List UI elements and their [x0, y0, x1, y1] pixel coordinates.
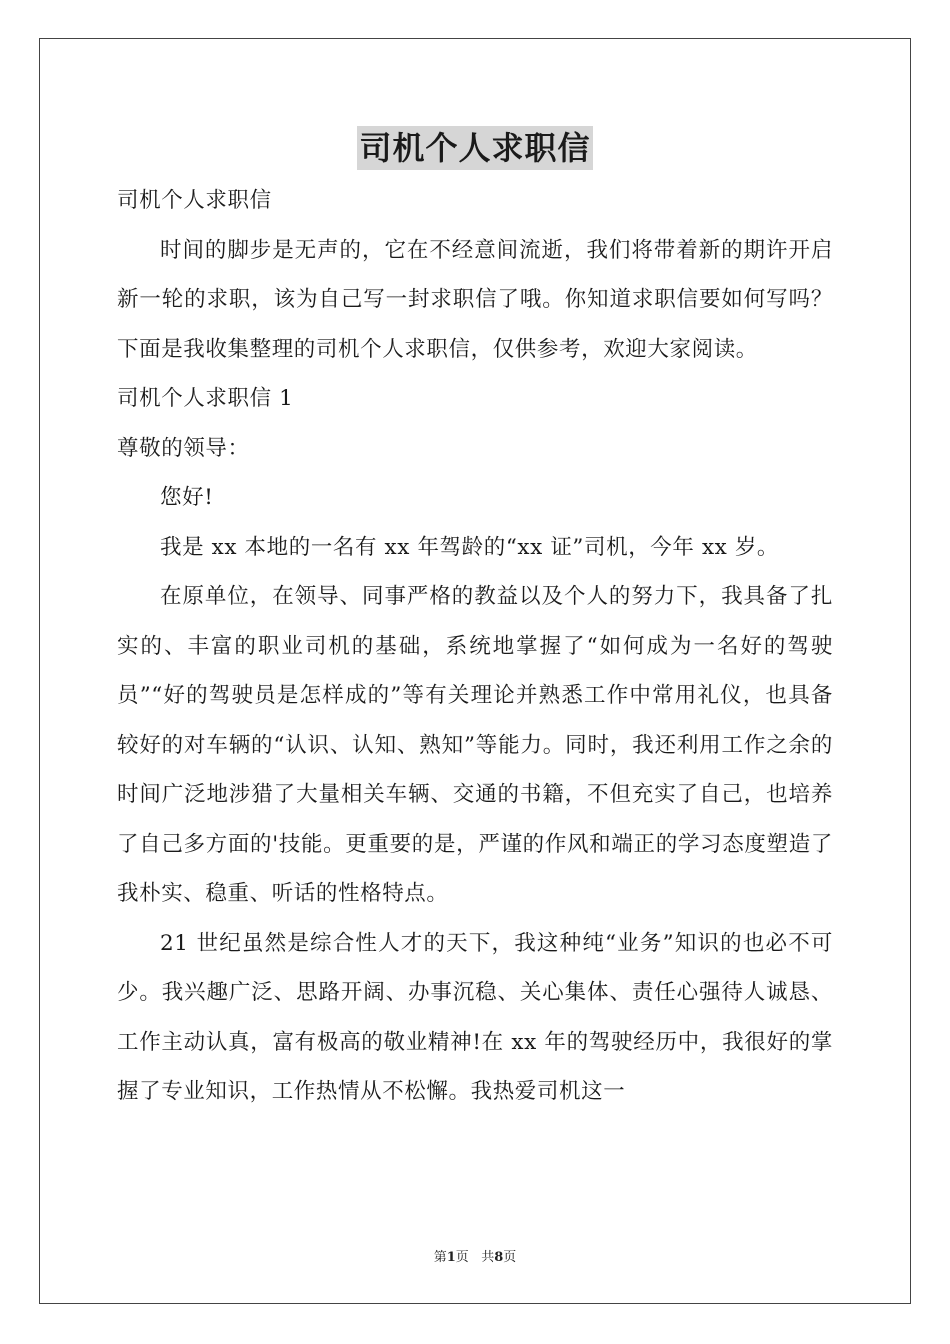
intro-paragraph: 时间的脚步是无声的，它在不经意间流逝，我们将带着新的期许开启新一轮的求职，该为自己写一封求职信了哦。你知道求职信要如何写吗？下面是我收集整理的司机个人求职信，仅供参考，欢迎大家阅读。 [117, 237, 833, 362]
body-paragraph: 21 世纪虽然是综合性人才的天下，我这种纯“业务”知识的也必不可少。我兴趣广泛、思路开阔、办事沉稳、关心集体、责任心强待人诚恳、工作主动认真，富有极高的敬业精神!在 xx 年的驾驶经历中，我很好的掌握了专业知识，工作热情从不松懈。我热爱司机这一 [117, 930, 833, 1104]
page-number: 1 [446, 1250, 456, 1265]
page-prefix: 第 [433, 1250, 447, 1265]
total-suffix: 页 [503, 1250, 517, 1265]
page-footer [0, 1246, 950, 1265]
total-prefix: 共 [481, 1250, 495, 1265]
section-heading: 司机个人求职信 1 [117, 386, 294, 411]
title-container [0, 126, 950, 170]
body-paragraph: 我是 xx 本地的一名有 xx 年驾龄的“xx 证”司机，今年 xx 岁。 [160, 534, 780, 560]
document-body [117, 176, 833, 1117]
document-title: 司机个人求职信 [357, 126, 592, 170]
page-suffix: 页 [455, 1250, 469, 1265]
salutation: 尊敬的领导： [117, 435, 250, 461]
greeting: 您好! [160, 485, 214, 510]
body-paragraph: 在原单位，在领导、同事严格的教益以及个人的努力下，我具备了扎实的、丰富的职业司机的基础，系统地掌握了“如何成为一名好的驾驶员”“好的驾驶员是怎样成的”等有关理论并熟悉工作中常用礼仪，也具备较好的对车辆的“认识、认知、熟知”等能力。同时，我还利用工作之余的时间广泛地涉猎了大量相关车辆、交通的书籍，不但充实了自己，也培养了自己多方面的'技能。更重要的是，严谨的作风和端正的学习态度塑造了我朴实、稳重、听话的性格特点。 [117, 584, 833, 906]
total-pages: 8 [494, 1250, 504, 1265]
subtitle-line: 司机个人求职信 [117, 188, 272, 213]
